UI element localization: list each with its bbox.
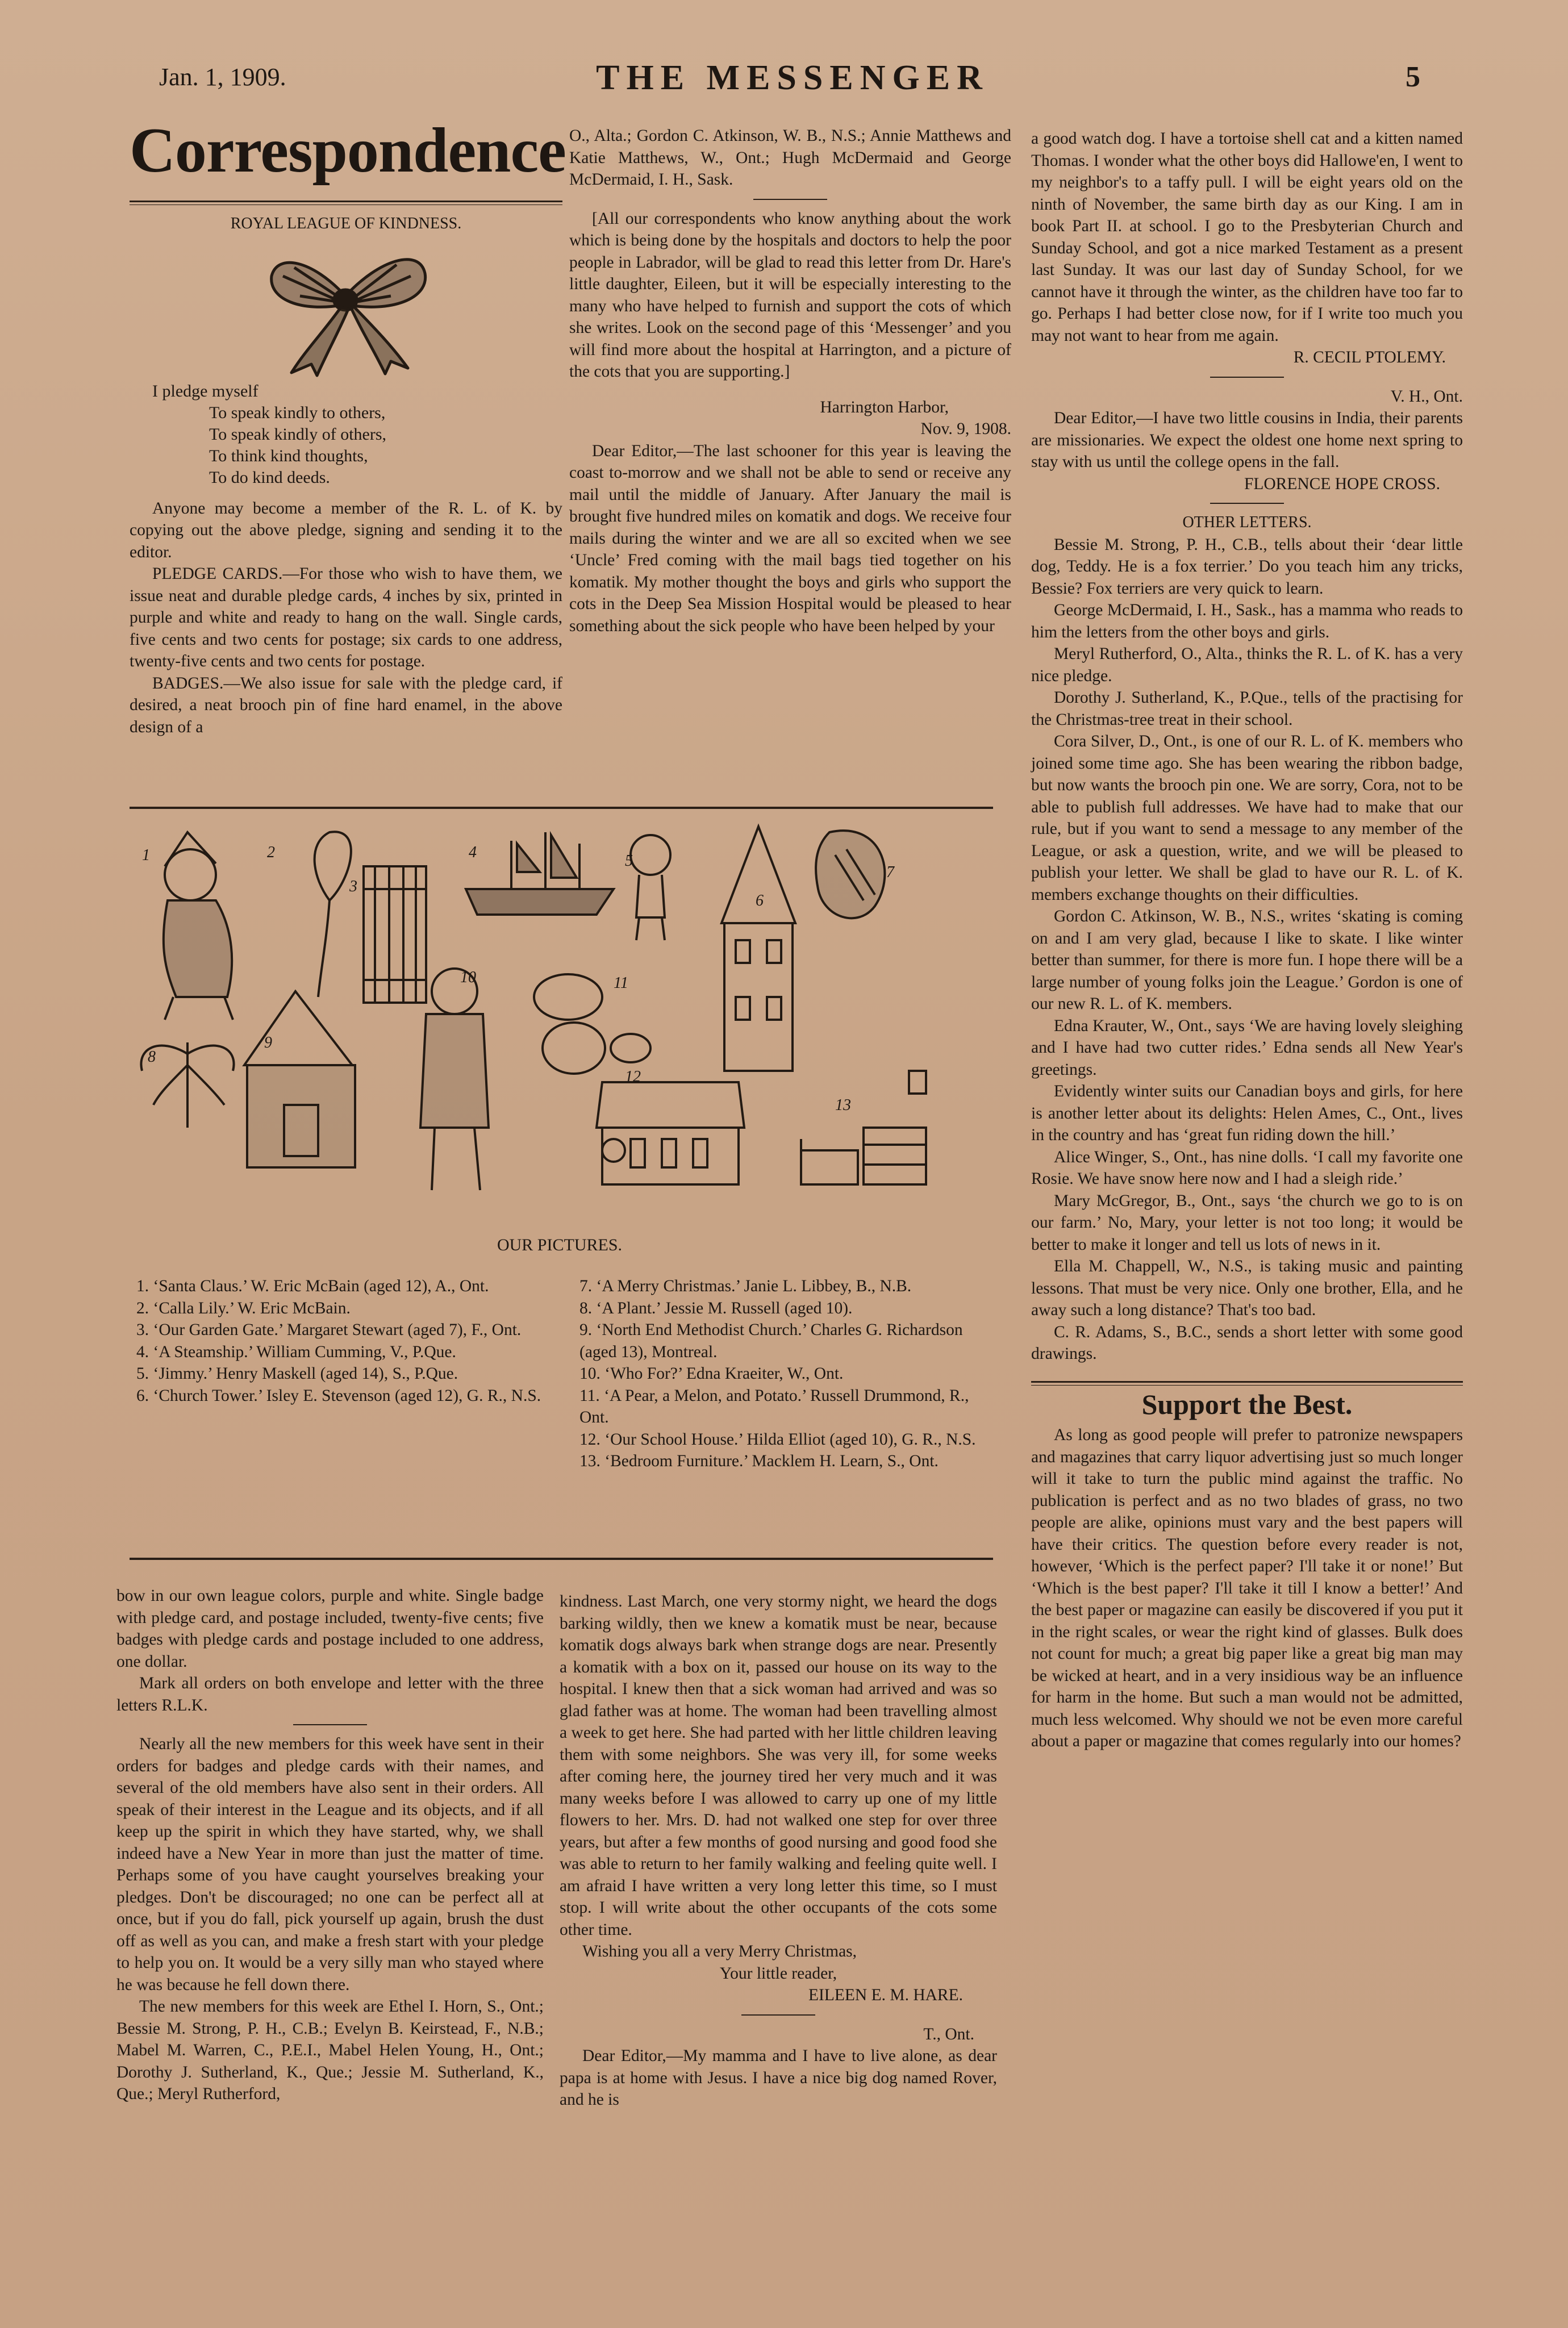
pictures-caption: OUR PICTURES. xyxy=(497,1236,623,1254)
paragraph: Wishing you all a very Merry Christmas, xyxy=(582,1942,857,1960)
paragraph: As long as good people will prefer to patronize newspapers and magazines that carry liquor advertising just so much longer will it take to turn the public mind against the traffic. No publication is perfect and as no two blades of grass, no two people are alike, opinions must vary and the best papers will have their critics. The question before every reader is not, however, ‘Which is the perfect paper? I'll take it or none!’ But ‘Which is the best paper? I'll take it till I know a better!’ And the best paper or magazine can easily be discovered if you put it in the right scales, or wear the right kind of glasses. Bulk does not count for much; a great big paper like a great big man may be wicked at heart, and in a very insidious way be an influence for harm in the home. But such a man would not be admitted, much less welcomed. Why should we not be even more careful about a paper or magazine that comes regularly into our homes? xyxy=(1031,1426,1463,1750)
methodist-church-drawing xyxy=(244,991,355,1167)
left-column-bottom xyxy=(116,1585,544,2105)
pledge-line: To think kind thoughts, xyxy=(209,446,368,465)
middle-column-bottom xyxy=(560,1591,997,2111)
letter-summary: Bessie M. Strong, P. H., C.B., tells about their ‘dear little dog, Teddy. He is a fox terrier.’ Do you teach him any tricks, Bessie? Fox terriers are very quick to learn. xyxy=(1031,535,1463,598)
pledge-line: To speak kindly of others, xyxy=(209,424,387,444)
paragraph: BADGES.—We also issue for sale with the pledge card, if desired, a neat brooch pin of fine hard enamel, in the above design of a xyxy=(130,674,562,736)
picture-number: 11 xyxy=(614,974,628,992)
drawings-illustration xyxy=(125,810,994,1241)
pledge-line: I pledge myself xyxy=(152,381,258,400)
steamship-drawing xyxy=(466,832,614,915)
left-column-top xyxy=(130,115,566,738)
paragraph: PLEDGE CARDS.—For those who wish to have them, we issue neat and durable pledge cards, 4 inches by six, printed in purple and white and ready to hang on the wall. Single cards, five cents and two cents for postage; six cards to one address, twenty-five cents and two cents for postage. xyxy=(130,565,562,670)
picture-number: 13 xyxy=(835,1096,851,1114)
support-title: Support the Best. xyxy=(1141,1388,1353,1420)
picture-credit: 8. ‘A Plant.’ Jessie M. Russell (aged 10). xyxy=(579,1299,853,1317)
support-rule xyxy=(1031,1381,1463,1386)
letter-summary: Ella M. Chappell, W., N.S., is taking music and painting lessons. That must be very nice. Only one brother, Ella, and he away such a long distance? That's too bad. xyxy=(1031,1257,1463,1319)
picture-number: 6 xyxy=(756,892,764,909)
letter-summary: Meryl Rutherford, O., Alta., thinks the R. L. of K. has a very nice pledge. xyxy=(1031,645,1463,685)
pictures-list-right xyxy=(568,1275,1000,1472)
picture-credit: 12. ‘Our School House.’ Hilda Elliot (aged 10), G. R., N.S. xyxy=(579,1430,976,1449)
league-heading: ROYAL LEAGUE OF KINDNESS. xyxy=(230,215,462,232)
garden-gate-drawing xyxy=(364,866,426,1003)
masthead-title: THE MESSENGER xyxy=(596,59,989,97)
picture-number: 8 xyxy=(148,1048,156,1066)
pictures-bottom-rule xyxy=(130,1558,993,1560)
picture-number: 1 xyxy=(142,846,150,864)
picture-credit: 11. ‘A Pear, a Melon, and Potato.’ Russell Drummond, R., Ont. xyxy=(579,1386,969,1426)
paragraph: The new members for this week are Ethel I. Horn, S., Ont.; Bessie M. Strong, P. H., C.B.; Evelyn B. Keirstead, F., N.B.; Mabel M. Warren, C., P.E.I., Mabel Helen Young, H., Ont.; Dorothy J. Sutherland, K., Que.; Jessie M. Sutherland, K., Que.; Meryl Rutherford, xyxy=(116,1997,544,2103)
letter-summary: George McDermaid, I. H., Sask., has a mamma who reads to him the letters from the other boys and girls. xyxy=(1031,601,1463,641)
picture-number: 12 xyxy=(625,1068,641,1086)
pictures-list-left xyxy=(125,1275,545,1407)
children-drawings xyxy=(125,810,994,1241)
merry-christmas-drawing xyxy=(816,831,885,918)
page-header xyxy=(131,57,1454,108)
paragraph: [All our correspondents who know anything about the work which is being done by the hospitals and doctors to help the poor people in Labrador, will be glad to read this letter from Dr. Hare's little daughter, Eileen, but it will be especially interesting to the many who have helped to furnish and support the cots of which she writes. Look on the second page of this ‘Messenger’ and you will find more about the hospital at Harrington, and a picture of the cots that you are supporting.] xyxy=(569,209,1011,381)
paragraph: kindness. Last March, one very stormy night, we heard the dogs barking wildly, then we knew a komatik must be near, because komatik dogs always bark when strange dogs are near. Presently a komatik with a box on it, passed our house on its way to the hospital. I knew then that a sick woman had arrived and was so glad father was at home. The woman had been travelling almost a week to get here. She had parted with her little children leaving them with some neighbors. She was very ill, for some weeks after coming here, the journey tired her very much and it was many weeks before I was allowed to carry up one of my little flowers to her. Mrs. D. had not walked one step for over three years, but after a few months of good nursing and good food she was able to return to her family walking and feeling quite well. I am afraid I have written a very long letter this time, so I must stop. I will write about the other occupants of the cots some other time. xyxy=(560,1592,997,1939)
divider xyxy=(1210,503,1284,504)
picture-credit: 6. ‘Church Tower.’ Isley E. Stevenson (aged 12), G. R., N.S. xyxy=(136,1386,541,1405)
page-number: 5 xyxy=(1406,61,1420,93)
picture-number: 5 xyxy=(625,852,633,870)
picture-credit: 5. ‘Jimmy.’ Henry Maskell (aged 14), S., P.Que. xyxy=(136,1365,458,1383)
letter-place: T., Ont. xyxy=(923,2025,974,2043)
letter-summary: Gordon C. Atkinson, W. B., N.S., writes ‘skating is coming on and I am very glad, because I like to skate. I like winter better than summer, for there is more fun. I hope there will be a large number of young folks join the League.’ Gordon is one of our new R. L. of K. members. xyxy=(1031,907,1463,1013)
issue-date: Jan. 1, 1909. xyxy=(159,63,286,91)
signature: FLORENCE HOPE CROSS. xyxy=(1244,474,1440,493)
picture-credit: 1. ‘Santa Claus.’ W. Eric McBain (aged 12), A., Ont. xyxy=(136,1277,489,1295)
picture-credit: 13. ‘Bedroom Furniture.’ Macklem H. Learn, S., Ont. xyxy=(579,1452,939,1470)
paragraph: Dear Editor,—My mamma and I have to live alone, as dear papa is at home with Jesus. I have a nice big dog named Rover, and he is xyxy=(560,2047,997,2109)
other-letters-heading: OTHER LETTERS. xyxy=(1182,514,1312,531)
picture-number: 7 xyxy=(886,863,894,881)
jimmy-drawing xyxy=(631,835,670,940)
ribbon-bow-icon xyxy=(130,242,562,378)
paragraph: a good watch dog. I have a tortoise shell cat and a kitten named Thomas. I wonder what the other boys did Hallowe'en, I went to my neighbor's to a taffy pull. I will be eight years old on the ninth of November, the same birth day as our King. I am in book Part II. at school. I go to the Presbyterian Church and Sunday School, and got a nice marked Testament as a present last Sunday. It was our last day of Sunday School, for we cannot have it through the winter, as the children have too far to go. Perhaps I had better close now, for if I write too much you may not want to hear from me again. xyxy=(1031,130,1463,345)
signature: EILEEN E. M. HARE. xyxy=(808,1986,963,2004)
picture-number: 9 xyxy=(264,1034,272,1052)
paragraph: Mark all orders on both envelope and letter with the three letters R.L.K. xyxy=(116,1674,544,1714)
divider xyxy=(753,199,827,200)
picture-number: 10 xyxy=(460,969,476,986)
church-tower-drawing xyxy=(722,827,795,1071)
middle-column-top xyxy=(569,125,1011,637)
bedroom-furniture-drawing xyxy=(801,1071,926,1184)
bow-emblem xyxy=(130,242,562,378)
paragraph: O., Alta.; Gordon C. Atkinson, W. B., N.S.; Annie Matthews and Katie Matthews, W., Ont.; Hugh McDermaid and George McDermaid, I. H., Sask. xyxy=(569,127,1011,189)
letter-summary: Edna Krauter, W., Ont., says ‘We are having lovely sleighing and I have had two cutter rides.’ Edna sends all New Year's greetings. xyxy=(1031,1016,1463,1079)
divider xyxy=(293,1724,367,1725)
divider xyxy=(741,2014,815,2016)
picture-credit: 7. ‘A Merry Christmas.’ Janie L. Libbey, B., N.B. xyxy=(579,1277,912,1295)
closing: Your little reader, xyxy=(719,1964,837,1983)
letter-date: Nov. 9, 1908. xyxy=(920,420,1011,438)
letter-summary: Cora Silver, D., Ont., is one of our R. L. of K. members who joined some time ago. She has been wearing the ribbon badge, but now wants the brooch pin one. We are sorry, Cora, not to be able to publish full addresses. We have had to make that our rule, but if you want to send a message to any member of the League, or ask a question, write, and we will be pleased to publish your letter. We shall be glad to have our R. L. of K. members exchange thoughts on their difficulties. xyxy=(1031,732,1463,904)
letter-place: V. H., Ont. xyxy=(1390,387,1463,406)
letter-summary: Dorothy J. Sutherland, K., P.Que., tells of the practising for the Christmas-tree treat in their school. xyxy=(1031,689,1463,729)
pledge-line: To speak kindly to others, xyxy=(209,403,386,422)
picture-credit: 9. ‘North End Methodist Church.’ Charles G. Richardson (aged 13), Montreal. xyxy=(579,1321,963,1361)
pear-melon-potato-drawing xyxy=(534,974,650,1074)
section-title: Correspondence xyxy=(130,115,566,186)
picture-credit: 3. ‘Our Garden Gate.’ Margaret Stewart (aged 7), F., Ont. xyxy=(136,1321,522,1339)
picture-credit: 10. ‘Who For?’ Edna Kraeiter, W., Ont. xyxy=(579,1365,844,1383)
paragraph: bow in our own league colors, purple and white. Single badge with pledge card, and postage included, twenty-five cents; five badges with pledge cards and postage included to one address, one dollar. xyxy=(116,1587,544,1671)
paragraph: Anyone may become a member of the R. L. of K. by copying out the above pledge, signing and sending it to the editor. xyxy=(130,499,562,561)
pledge-text xyxy=(130,381,562,489)
letter-summary: C. R. Adams, S., B.C., sends a short letter with some good drawings. xyxy=(1031,1322,1463,1363)
letter-summary: Alice Winger, S., Ont., has nine dolls. ‘I call my favorite one Rosie. We have snow here now and I had a sleigh ride.’ xyxy=(1031,1148,1463,1188)
pictures-top-rule xyxy=(130,807,993,809)
letter-summary: Mary McGregor, B., Ont., says ‘the church we go to is on our farm.’ No, Mary, your letter is not too long; it would be better to make it longer and tell us lots of news in it. xyxy=(1031,1191,1463,1254)
picture-credit: 4. ‘A Steamship.’ William Cumming, V., P.Que. xyxy=(136,1342,456,1361)
calla-lily-drawing xyxy=(315,832,351,997)
paragraph: Nearly all the new members for this week have sent in their orders for badges and pledge cards with their names, and several of the old members have also sent in their orders. All speak of their interest in the League and its objects, and if all keep up the spirit in which they have started, why, we shall indeed have a New Year in more than just the matter of time. Perhaps some of you have caught yourselves breaking your pledges. Don't be discouraged; no one can be perfect all at once, but if you do fall, pick yourself up again, brush the dust off as well as you can, and make a fresh start with your pledge to help you on. It would be a very silly man who stayed where he was because he fell down there. xyxy=(116,1735,544,1994)
divider xyxy=(1210,377,1284,378)
letter-place: Harrington Harbor, xyxy=(820,398,949,416)
right-column xyxy=(1031,128,1463,1753)
letter-summary: Evidently winter suits our Canadian boys and girls, for here is another letter about its delights: Helen Ames, C., Ont., lives in the country and has ‘great fun riding down the hill.’ xyxy=(1031,1082,1463,1144)
picture-number: 3 xyxy=(349,878,357,895)
paragraph: Dear Editor,—The last schooner for this year is leaving the coast to-morrow and we shall not be able to send or receive any mail until the middle of January. After January the mail is brought five hundred miles on komatik and dogs. We receive four mails during the winter and we are all so excited when we see ‘Uncle’ Fred coming with the mail bags tied together on his komatik. My mother thought the boys and girls who support the cots in the Deep Sea Mission Hospital would be pleased to hear something about the sick people who have been helped by your xyxy=(569,441,1011,635)
pledge-line: To do kind deeds. xyxy=(209,468,330,487)
who-for-drawing xyxy=(420,969,489,1190)
picture-number: 4 xyxy=(469,844,477,861)
signature: R. CECIL PTOLEMY. xyxy=(1293,348,1446,366)
paragraph: Dear Editor,—I have two little cousins in India, their parents are missionaries. We expect the oldest one home next spring to stay with us until the college opens in the fall. xyxy=(1031,409,1463,471)
picture-number: 2 xyxy=(267,844,275,861)
school-house-drawing xyxy=(597,1082,744,1184)
title-rule xyxy=(130,201,562,205)
picture-credit: 2. ‘Calla Lily.’ W. Eric McBain. xyxy=(136,1299,351,1317)
santa-claus-drawing xyxy=(164,832,233,1020)
